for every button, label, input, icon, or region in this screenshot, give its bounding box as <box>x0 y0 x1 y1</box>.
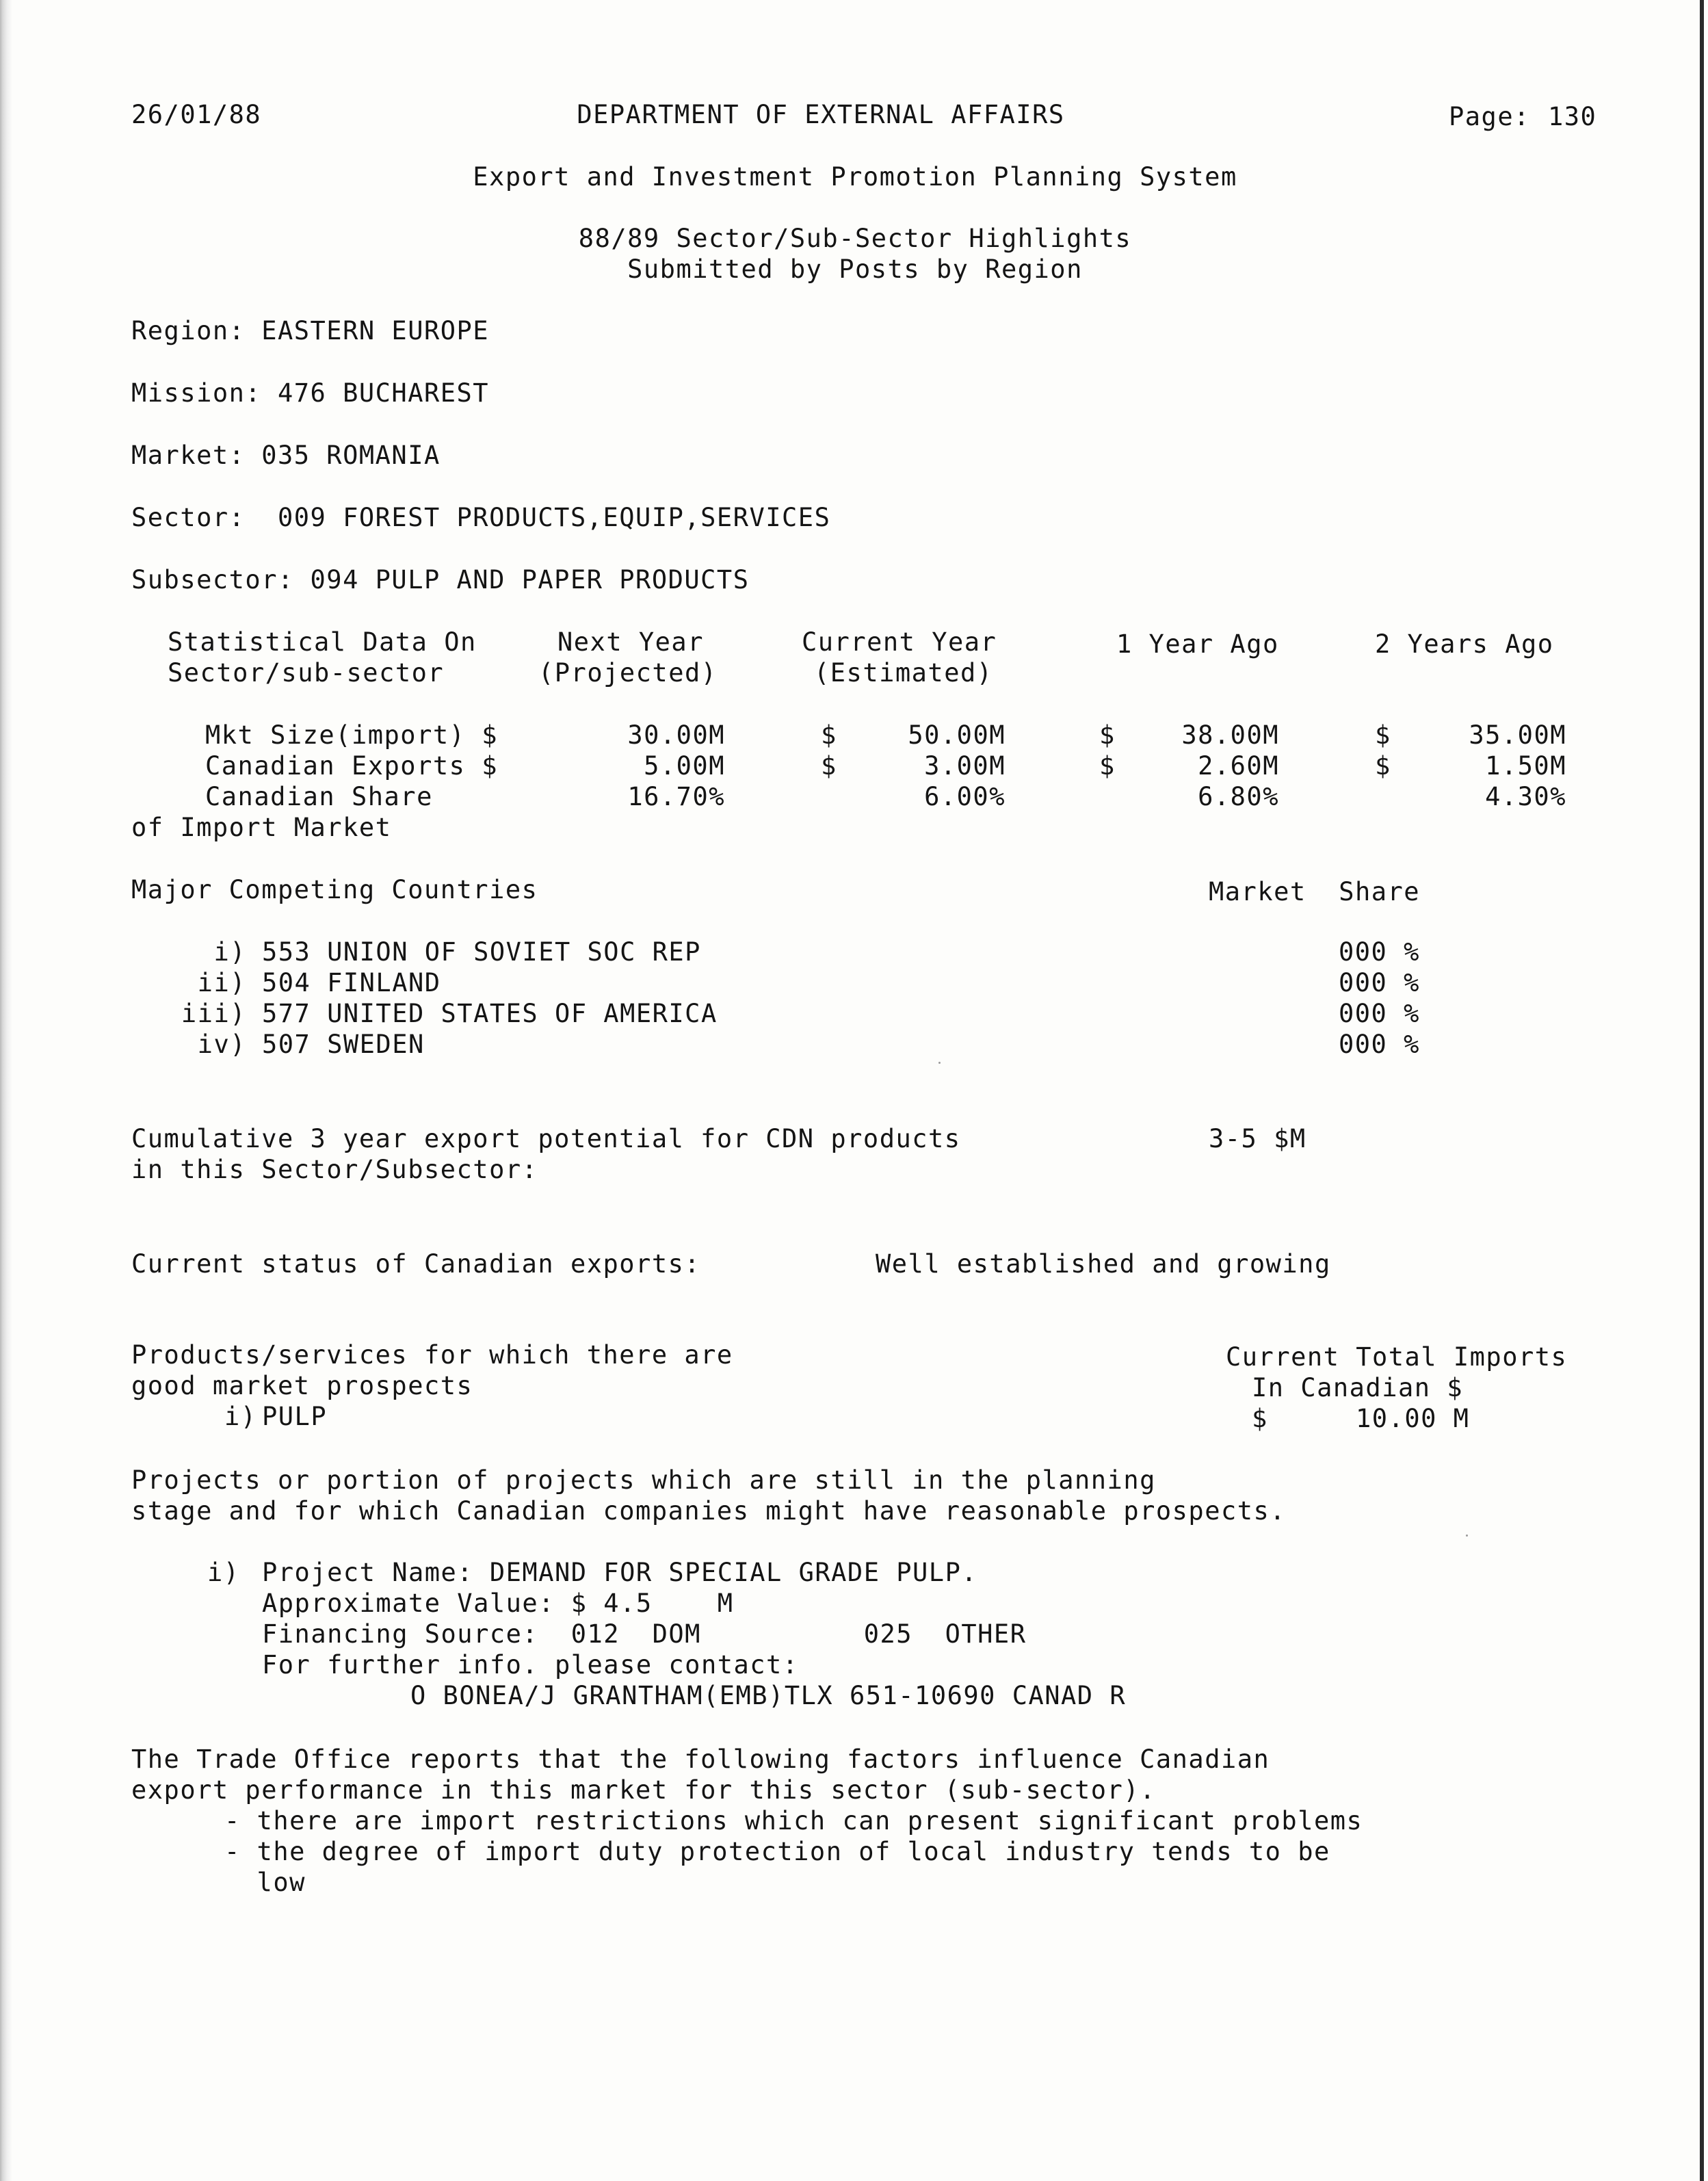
status-value: Well established and growing <box>876 1249 1331 1279</box>
row-label-canadian-share: Canadian Share <box>205 782 433 811</box>
cell-value: 5.00M <box>644 751 725 781</box>
project-value: Approximate Value: $ 4.5 M <box>262 1589 734 1618</box>
factor-item-continued: low <box>224 1868 306 1897</box>
factor-item: - the degree of import duty protection of local industry tends to be <box>224 1837 1330 1866</box>
competitor-share: 000 % <box>1339 968 1420 997</box>
potential-value: 3-5 $M <box>1209 1124 1306 1153</box>
share-suffix-label: of Import Market <box>131 813 392 842</box>
potential-label-2: in this Sector/Subsector: <box>131 1155 538 1184</box>
currency-sign: $ <box>1375 751 1391 781</box>
market-share-heading: Market Share <box>1209 877 1421 906</box>
department-title: DEPARTMENT OF EXTERNAL AFFAIRS <box>577 100 1065 129</box>
page-label: Page: <box>1449 102 1530 131</box>
imports-heading: Current Total Imports <box>1226 1342 1568 1372</box>
competitor-share: 000 % <box>1339 1030 1420 1059</box>
cell-value: 35.00M <box>1469 720 1566 750</box>
subsector-field: Subsector: 094 PULP AND PAPER PRODUCTS <box>131 565 750 595</box>
currency-sign: $ <box>821 720 837 750</box>
column-header-2-years-ago: 2 Years Ago <box>1375 629 1554 659</box>
list-number: i) <box>213 937 246 967</box>
report-subtitle: 88/89 Sector/Sub-Sector Highlights <box>578 224 1132 253</box>
scan-speck <box>1466 1534 1468 1537</box>
column-subheader-projected: (Projected) <box>538 658 718 688</box>
projects-intro: Projects or portion of projects which are still in the planning <box>131 1465 1156 1495</box>
products-heading-2: good market prospects <box>131 1371 473 1400</box>
project-name: Project Name: DEMAND FOR SPECIAL GRADE PULP. <box>262 1558 978 1587</box>
cell-value: 16.70% <box>627 782 725 811</box>
cell-value: 6.00% <box>924 782 1006 811</box>
projects-intro-2: stage and for which Canadian companies might have reasonable prospects. <box>131 1496 1287 1526</box>
cell-value: 50.00M <box>908 720 1006 750</box>
factors-intro-2: export performance in this market for this sector (sub-sector). <box>131 1775 1156 1805</box>
competitor-name: 504 FINLAND <box>262 968 441 997</box>
region-field: Region: EASTERN EUROPE <box>131 316 490 345</box>
factors-intro: The Trade Office reports that the following factors influence Canadian <box>131 1745 1270 1774</box>
competitor-share: 000 % <box>1339 999 1420 1028</box>
list-number: i) <box>207 1558 240 1587</box>
competitors-heading: Major Competing Countries <box>131 875 538 904</box>
cell-value: 2.60M <box>1198 751 1279 781</box>
project-contact: O BONEA/J GRANTHAM(EMB)TLX 651-10690 CANAD R <box>410 1681 1127 1710</box>
stats-header-label: Statistical Data On <box>168 627 477 657</box>
cell-value: 38.00M <box>1181 720 1279 750</box>
currency-sign: $ <box>1375 720 1391 750</box>
stats-header-label-2: Sector/sub-sector <box>168 658 445 688</box>
list-number: iv) <box>197 1030 246 1059</box>
list-number: ii) <box>197 968 246 997</box>
project-contact-label: For further info. please contact: <box>262 1650 799 1680</box>
imports-subheading: In Canadian $ <box>1252 1373 1464 1402</box>
competitor-name: 553 UNION OF SOVIET SOC REP <box>262 937 701 967</box>
scan-speck <box>938 1062 941 1064</box>
factor-item: - there are import restrictions which can present significant problems <box>224 1806 1363 1836</box>
competitor-name: 507 SWEDEN <box>262 1030 425 1059</box>
scan-right-edge <box>1700 0 1704 2181</box>
mission-field: Mission: 476 BUCHAREST <box>131 378 490 408</box>
competitor-name: 577 UNITED STATES OF AMERICA <box>262 999 718 1028</box>
currency-sign: $ <box>1099 720 1116 750</box>
column-subheader-estimated: (Estimated) <box>814 658 993 688</box>
list-number: iii) <box>181 999 246 1028</box>
list-number: i) <box>224 1402 257 1431</box>
page-number: 130 <box>1548 102 1597 131</box>
system-title: Export and Investment Promotion Planning System <box>473 162 1237 192</box>
cell-value: 1.50M <box>1485 751 1566 781</box>
report-date: 26/01/88 <box>131 100 262 129</box>
market-field: Market: 035 ROMANIA <box>131 441 441 470</box>
status-label: Current status of Canadian exports: <box>131 1249 701 1279</box>
products-heading: Products/services for which there are <box>131 1340 733 1370</box>
row-label-canadian-exports: Canadian Exports $ <box>205 751 498 781</box>
column-header-1-year-ago: 1 Year Ago <box>1116 629 1279 659</box>
competitor-share: 000 % <box>1339 937 1420 967</box>
row-label-mkt-size: Mkt Size(import) $ <box>205 720 498 750</box>
project-financing: Financing Source: 012 DOM 025 OTHER <box>262 1619 1027 1649</box>
currency-sign: $ <box>821 751 837 781</box>
currency-sign: $ <box>1252 1404 1268 1433</box>
cell-value: 6.80% <box>1198 782 1279 811</box>
cell-value: 4.30% <box>1485 782 1566 811</box>
cell-value: 3.00M <box>924 751 1006 781</box>
product-name: PULP <box>262 1402 328 1431</box>
currency-sign: $ <box>1099 751 1116 781</box>
scan-left-edge <box>0 0 12 2181</box>
sector-field: Sector: 009 FOREST PRODUCTS,EQUIP,SERVICES <box>131 503 831 532</box>
cell-value: 30.00M <box>627 720 725 750</box>
report-subtitle-2: Submitted by Posts by Region <box>627 254 1083 284</box>
column-header-next-year: Next Year <box>557 627 704 657</box>
product-imports-value: 10.00 M <box>1356 1404 1470 1433</box>
potential-label: Cumulative 3 year export potential for CDN products <box>131 1124 961 1153</box>
column-header-current-year: Current Year <box>802 627 997 657</box>
